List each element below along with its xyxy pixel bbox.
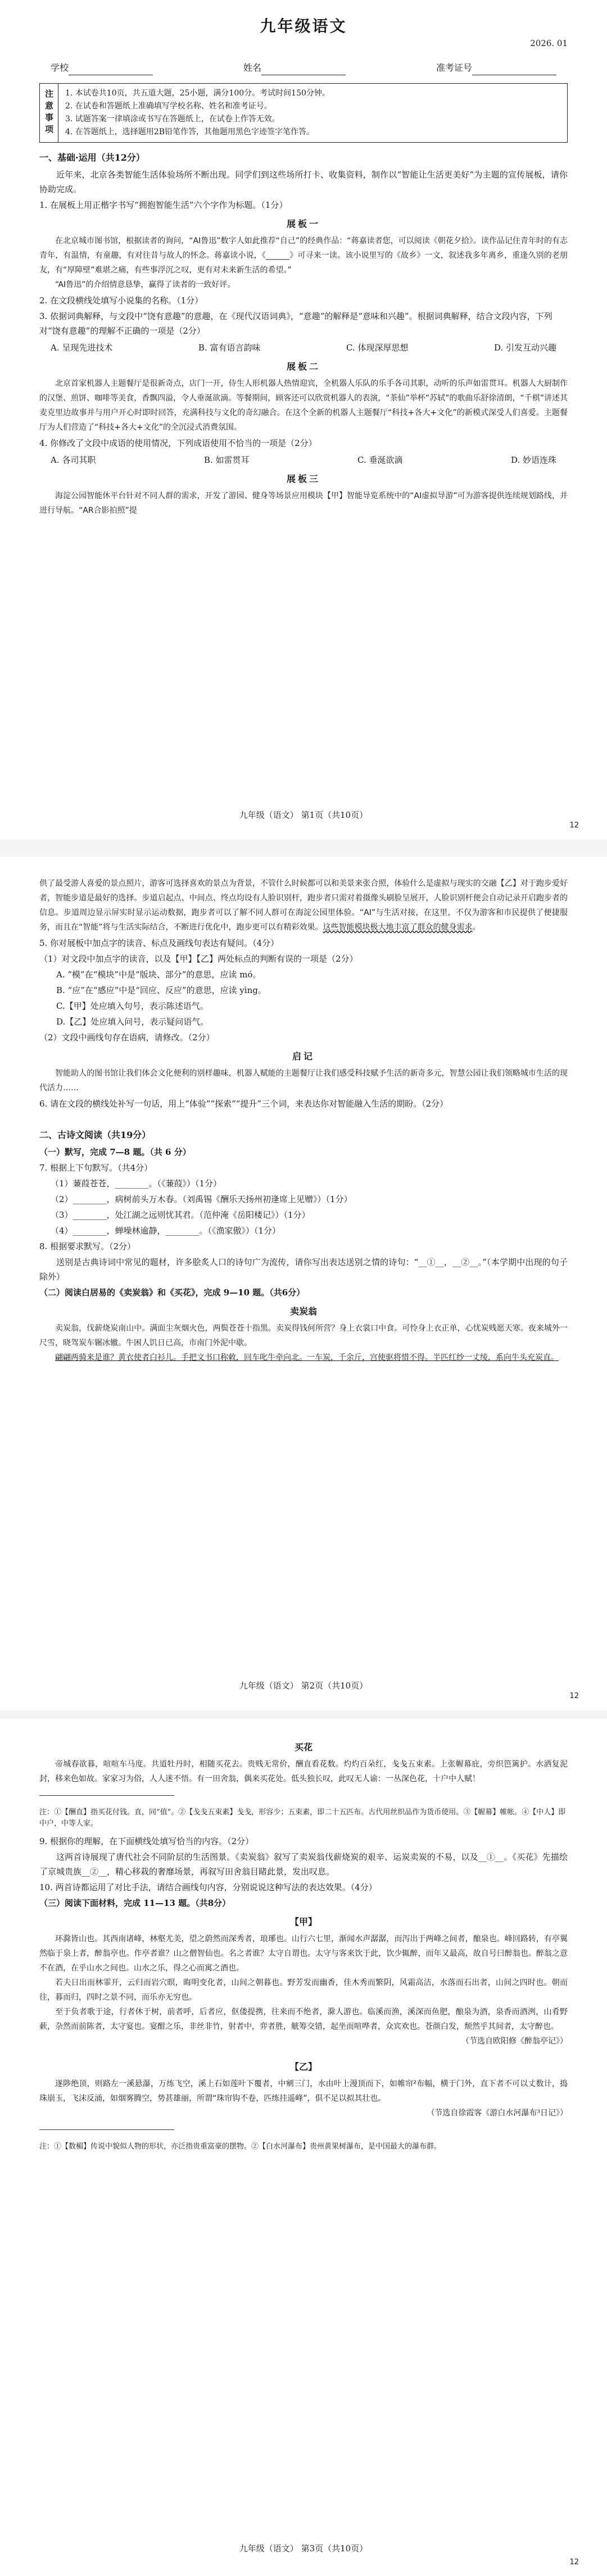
footnote-2: 注：①【数楣】传说中貌似人物的形状，亦泛指贵重富豪的摆物。②【白水河瀑布】贵州黄果树瀑布，是中国最大的瀑布群。 bbox=[39, 2142, 442, 2151]
poem-2-title: 买花 bbox=[294, 1742, 312, 1753]
question-3-options bbox=[39, 340, 568, 355]
exam-page-3 bbox=[0, 1719, 607, 2576]
passage-jia-para-3: 至于负者歌于途，行者休于树，前者呼，后者应，伛偻提携，往来而不绝者，滁人游也。临溪而渔，溪深而鱼肥，酿泉为酒，泉香而酒洌，山肴野蔌，杂然而前陈者，太守宴也。宴酣之乐，非丝非竹，射者中，弈者胜，觥筹交错，起坐而喧哗者，众宾欢也。苍颜白发，颓然乎其间者，太守醉也。 bbox=[39, 2008, 568, 2031]
question-8: 8. 根据要求默写。（2分） bbox=[39, 1241, 136, 1251]
option-c[interactable]: C. 体现深厚思想 bbox=[346, 343, 409, 353]
page-1-corner-number: 12 bbox=[569, 821, 579, 830]
page-2-footer: 九年级（语文） 第2页（共10页） bbox=[239, 1681, 368, 1691]
footnote-divider bbox=[39, 2129, 174, 2130]
exam-number-field[interactable]: 准考证号 bbox=[436, 61, 556, 75]
afterword-text: 智能助人的图书馆让我们体会文化便利的别样趣味，机器人赋能的主题餐厅让我们感受科技赋予生活的新奇多元，智慧公园让我们领略城市生活的现代活力…… bbox=[39, 1069, 568, 1093]
section-1-heading: 一、基础·运用（共12分） bbox=[39, 152, 145, 163]
exhibit-3-title: 展板三 bbox=[286, 474, 320, 484]
notice-item: 1. 本试卷共10页，共五道大题，25小题，满分100分。考试时间150分钟。 bbox=[65, 89, 330, 98]
question-7-line-4: （4）________，蝉噪林逾静，________。（《渔家傲》）（1分） bbox=[51, 1226, 281, 1236]
exhibit-1-text: 在北京城市图书馆，根据读者的询问，“AI鲁迅”数字人如此推荐“自己”的经典作品：“蒋嘉读者您，可以阅读《朝花夕拾》。读作品记住青年时的有志青年，有温情，有童趣，有对往昔与故人的怀念。蒋嘉读小说，《______》可寻来一读。该小说里写的《故乡》一文，叙述我多年离乡，重逢久别的老朋友，有“厚障壁”难堪之痛，有些事浮沉之叹，更有对未来新生活的希望。” bbox=[39, 236, 568, 275]
question-5: 5. 你对展板中加点字的读音、标点及画线句表达有疑问。（4分） bbox=[39, 938, 279, 948]
subsection-1-heading: （一）默写，完成 7—8 题。（共 6 分） bbox=[39, 1147, 191, 1157]
question-7: 7. 根据上下句默写。（共4分） bbox=[39, 1163, 153, 1173]
footnote-1: 注：①【酬直】指买花付钱。直，同“值”。②【戋戋五束素】戋戋，形容少；五束素，即二十五匹布。古代用丝织品作为货币使用。③【幄幕】帷帐。④【中人】即中户，中等人家。 bbox=[39, 1808, 566, 1828]
question-9-text: 这两首诗展现了唐代社会不同阶层的生活图景。《卖炭翁》叙写了卖炭翁伐薪烧炭的艰辛、运炭卖炭的不易，以及__①__。《买花》先描绘了京城贵族__②__，精心移栽的奢靡场景，再叙写田舍翁目睹此景，发出叹息。 bbox=[39, 1852, 568, 1877]
option-b[interactable]: B. “应”在“感应”中是“回应、反应”的意思，应读 yìng。 bbox=[56, 985, 266, 995]
exhibit-2-title: 展板二 bbox=[286, 361, 320, 372]
option-a[interactable]: A. 呈现先进技术 bbox=[51, 343, 113, 353]
name-field[interactable]: 姓名 bbox=[243, 61, 346, 75]
option-d[interactable]: D. 引发互动兴趣 bbox=[493, 343, 556, 353]
poem-1-text-2: 翩翩两骑来是谁？黄衣使者白衫儿。手把文书口称敕，回车叱牛牵向北。一车炭，千余斤，宫使驱将惜不得。半匹红纱一丈绫，系向牛头充炭直。 bbox=[55, 1353, 559, 1362]
question-1: 1. 在展板上用正楷字书写“拥抱智能生活”六个字作为标题。（1分） bbox=[39, 200, 288, 210]
page-gap bbox=[0, 840, 607, 857]
poem-1-title: 卖炭翁 bbox=[289, 1306, 317, 1317]
option-d[interactable]: D.【乙】处应填入问号，表示疑问语气。 bbox=[56, 1017, 209, 1027]
section-1-intro: 近年来，北京各类智能生活体验场所不断出现。同学们到这些场所打卡、收集资料，制作以“智能让生活更美好”为主题的宣传展板，请你协助完成。 bbox=[39, 170, 568, 194]
passage-yi-label: 【乙】 bbox=[289, 2061, 317, 2072]
option-b[interactable]: B. 富有语言韵味 bbox=[198, 343, 261, 353]
subsection-3-heading: （三）阅读下面材料，完成 11—13 题。（共8分） bbox=[39, 1898, 231, 1908]
question-5-part-1: （1）对文段中加点字的读音，以及【甲】【乙】两处标点的判断有误的一项是（2分） bbox=[39, 954, 358, 964]
poem-1-text: 卖炭翁，伐薪烧炭南山中。满面尘灰烟火色，两鬓苍苍十指黑。卖炭得钱何所营？身上衣裳口中食。可怜身上衣正单，心忧炭贱愿天寒。夜来城外一尺雪，晓驾炭车辗冰辙。牛困人饥日已高，市南门外泥中歇。 bbox=[39, 1324, 568, 1348]
option-a[interactable]: A. “模”在“模块”中是“版块、部分”的意思，应读 mó。 bbox=[56, 970, 261, 980]
subsection-2-heading: （二）阅读白居易的《卖炭翁》和《买花》，完成 9—10 题。（共6分） bbox=[39, 1287, 305, 1298]
passage-jia-source: （节选自欧阳修《醉翁亭记》） bbox=[461, 2037, 568, 2046]
notice-label: 注意事项 bbox=[40, 84, 58, 142]
exhibit-3-text: 海淀公园智能休平台针对不同人群的需求，开发了游园、健身等场景应用模块【甲】智能导览系统中的“AI虚拟导游”可为游客提供连续规划路线，并进行导航。“AR合影拍照”提 bbox=[39, 491, 568, 515]
underlined-sentence: 这些智能模块极大地丰富了群众的健身需求 bbox=[323, 923, 473, 932]
exhibit-2-text: 北京首家机器人主题餐厅是很新奇点，店门一开，侍生人形机器人热情迎宾，全机器人乐队的乐手各司其职，动听的乐声如雷贯耳。机器人大厨制作的汉堡、煎饼、咖啡等美食，香飘四溢，令人垂涎欲滴。等餐期间，顾客还可以欣赏机器人的表演，“茶仙”举杯“苏轼”的歌曲乐舒徐清朗，“千棋”讲述其麦克里边故事并与用户开心时即时回答，充满科技与文化的奇幻融合。在这个全新的机器人主题餐厅“科技+各大+文化”的新模式深受人们喜爱。主题餐厅为人们营造了“科技+各大+文化”的全沉浸式消费氛围。 bbox=[39, 379, 568, 432]
question-10: 10. 两首诗都运用了对比手法，请结合画线句内容，分别说说这种写法的表达效果。（4分） bbox=[39, 1882, 377, 1892]
section-2-heading: 二、古诗文阅读（共19分） bbox=[39, 1130, 151, 1140]
page-2-corner-number: 12 bbox=[569, 1692, 579, 1700]
school-field[interactable]: 学校 bbox=[51, 61, 153, 75]
question-7-line-2: （2）________，病树前头万木春。（刘禹锡《酬乐天扬州初逢席上见赠》）（1分） bbox=[51, 1194, 352, 1204]
notice-list bbox=[58, 84, 337, 142]
student-info-fields bbox=[39, 61, 568, 75]
question-7-line-1: （1）蒹葭苍苍，________。（《蒹葭》）（1分） bbox=[51, 1178, 222, 1189]
exhibit-3-continued: 供了最受游人喜爱的景点照片，游客可选择喜欢的景点为背景，不管什么时候都可以和美景来张合照，体验什么是虚拟与现实的交融【乙】对于跑步爱好者，智能步道是最好的选择。步道启起点、中间点、终点均设有人脸识别杆，跑步者只需对着摄像头刷脸呈展开，人脸识别杆便会自动记录开启跑步者的信息。步道周边显示屏实时显示运动数据，跑步者可以了解不同人群可在海淀公园里体验。“AI”与生活对接，在这里，不仅为游客和市民提供了便捷服务，而且在“智能”将与生活实际结合，不断进行优化中，跑步更可以有精彩效果。这些智能模块极大地丰富了群众的健身需求。 bbox=[39, 879, 568, 932]
exhibit-1-title: 展板一 bbox=[286, 219, 320, 229]
notice-item: 3. 试题答案一律填涂或书写在答题纸上，在试卷上作答无效。 bbox=[65, 115, 280, 124]
option-d[interactable]: D. 妙语连珠 bbox=[510, 455, 556, 465]
page-1-footer: 九年级（语文） 第1页（共10页） bbox=[239, 810, 368, 820]
option-c[interactable]: C.【甲】处应填入句号，表示陈述语气。 bbox=[56, 1001, 209, 1011]
passage-yi-source: （节选自徐霞客《游白水河瀑布³日记》） bbox=[427, 2109, 568, 2118]
poem-2-text: 帝城春欲暮，喧喧车马度。共道牡丹时，相随买花去。贵贱无常价，酬直看花数。灼灼百朵红，戋戋五束素。上张幄幕庇，旁织笆篱护。水洒复泥封，移来色如故。家家习为俗，人人迷不悟。有一田舍翁，偶来买花处。低头独长叹，此叹无人谕：一丛深色花，十户中人赋！ bbox=[39, 1760, 568, 1783]
passage-jia-para-2: 若夫日出而林霏开，云归而岩穴暝，晦明变化者，山间之朝暮也。野芳发而幽香，佳木秀而繁阴，风霜高洁，水落而石出者，山间之四时也。朝而往，暮而归，四时之景不同，而乐亦无穷也。 bbox=[39, 1978, 568, 2002]
page-2-content bbox=[39, 876, 568, 1365]
notice-item: 2. 在试卷和答题纸上准确填写学校名称、姓名和准考证号。 bbox=[65, 102, 272, 111]
passage-yi-para-1: 遂陟绝顶，则路左一溪悬瀑，万练飞空，溪上石如莲叶下覆者，中剜三门，水由叶上漫顶而下，如帷帘²布幅，横于门外，直下者不可以丈数计，捣珠崩玉，飞沫反涌，如烟雾腾空，势甚雄丽，所谓“珠帘钩不卷，匹练挂遥峰”，俱不足以拟其壮也。 bbox=[39, 2079, 568, 2103]
page-1-content bbox=[39, 19, 568, 518]
question-9: 9. 根据你的理解，在下面横线处填写恰当的内容。（2分） bbox=[39, 1836, 254, 1846]
exam-date: 2026. 01 bbox=[530, 38, 568, 48]
notice-box bbox=[39, 83, 568, 143]
page-3-content bbox=[39, 1736, 568, 2152]
option-b[interactable]: B. 如雷贯耳 bbox=[203, 455, 250, 465]
question-4-options bbox=[39, 453, 568, 467]
question-2: 2. 在文段横线处填写小说集的名称。（1分） bbox=[39, 295, 203, 306]
notice-item: 4. 在答题纸上，选择题用2B铅笔作答，其他题用黑色字迹签字笔作答。 bbox=[65, 128, 315, 136]
question-7-line-3: （3）________，处江湖之远则忧其君。（范仲淹《岳阳楼记》）（1分） bbox=[51, 1210, 310, 1220]
passage-jia-para-1: 环滁皆山也。其西南诸峰，林壑尤美，望之蔚然而深秀者，琅琊也。山行六七里，渐闻水声潺潺，而泻出于两峰之间者，酿泉也。峰回路转，有亭翼然临于泉上者，醉翁亭也。作亭者谁？山之僧智仙也。名之者谁？太守自谓也。太守与客来饮于此，饮少辄醉，而年又最高，故自号曰醉翁也。醉翁之意不在酒，在乎山水之间也。山水之乐，得之心而寓之酒也。 bbox=[39, 1935, 568, 1973]
page-3-footer: 九年级（语文） 第3页（共10页） bbox=[239, 2543, 368, 2554]
page-3-corner-number: 12 bbox=[569, 2558, 579, 2566]
exam-page-1 bbox=[0, 0, 607, 837]
question-3: 3. 依据词典解释，与文段中“饶有意趣”的意趣，在《现代汉语词典》，“意趣”的解释是“意味和兴趣”。根据词典解释，结合文段内容，下列对“饶有意趣”的理解不正确的一项是（2分） bbox=[39, 311, 552, 336]
question-8-text: 送别是古典诗词中常见的题材，许多脍炙人口的诗句广为流传，请你写出表达送别之情的诗句：“__①__，__②__。”（本学期中出现的句子除外） bbox=[39, 1257, 568, 1282]
question-6: 6. 请在文段的横线处补写一句话，用上“体验”“探索”“提升”三个词，来表达你对智能融入生活的期盼。（2分） bbox=[39, 1099, 449, 1109]
afterword-title: 启记 bbox=[292, 1051, 315, 1062]
exam-page-2 bbox=[0, 859, 607, 1708]
question-4: 4. 你修改了文段中成语的使用情况，下列成语使用不恰当的一项是（2分） bbox=[39, 438, 317, 448]
passage-jia-label: 【甲】 bbox=[289, 1917, 317, 1927]
exhibit-1-text-2: “AI鲁迅”的介绍情意恳挚，赢得了读者的一致好评。 bbox=[55, 280, 235, 289]
question-5-part-2: （2）文段中画线句存在语病，请修改。（2分） bbox=[39, 1032, 215, 1043]
exam-title: 九年级语文 bbox=[260, 17, 347, 35]
footnote-divider bbox=[39, 1795, 174, 1796]
option-a[interactable]: A. 各司其职 bbox=[51, 455, 96, 465]
option-c[interactable]: C. 垂涎欲滴 bbox=[357, 455, 403, 465]
